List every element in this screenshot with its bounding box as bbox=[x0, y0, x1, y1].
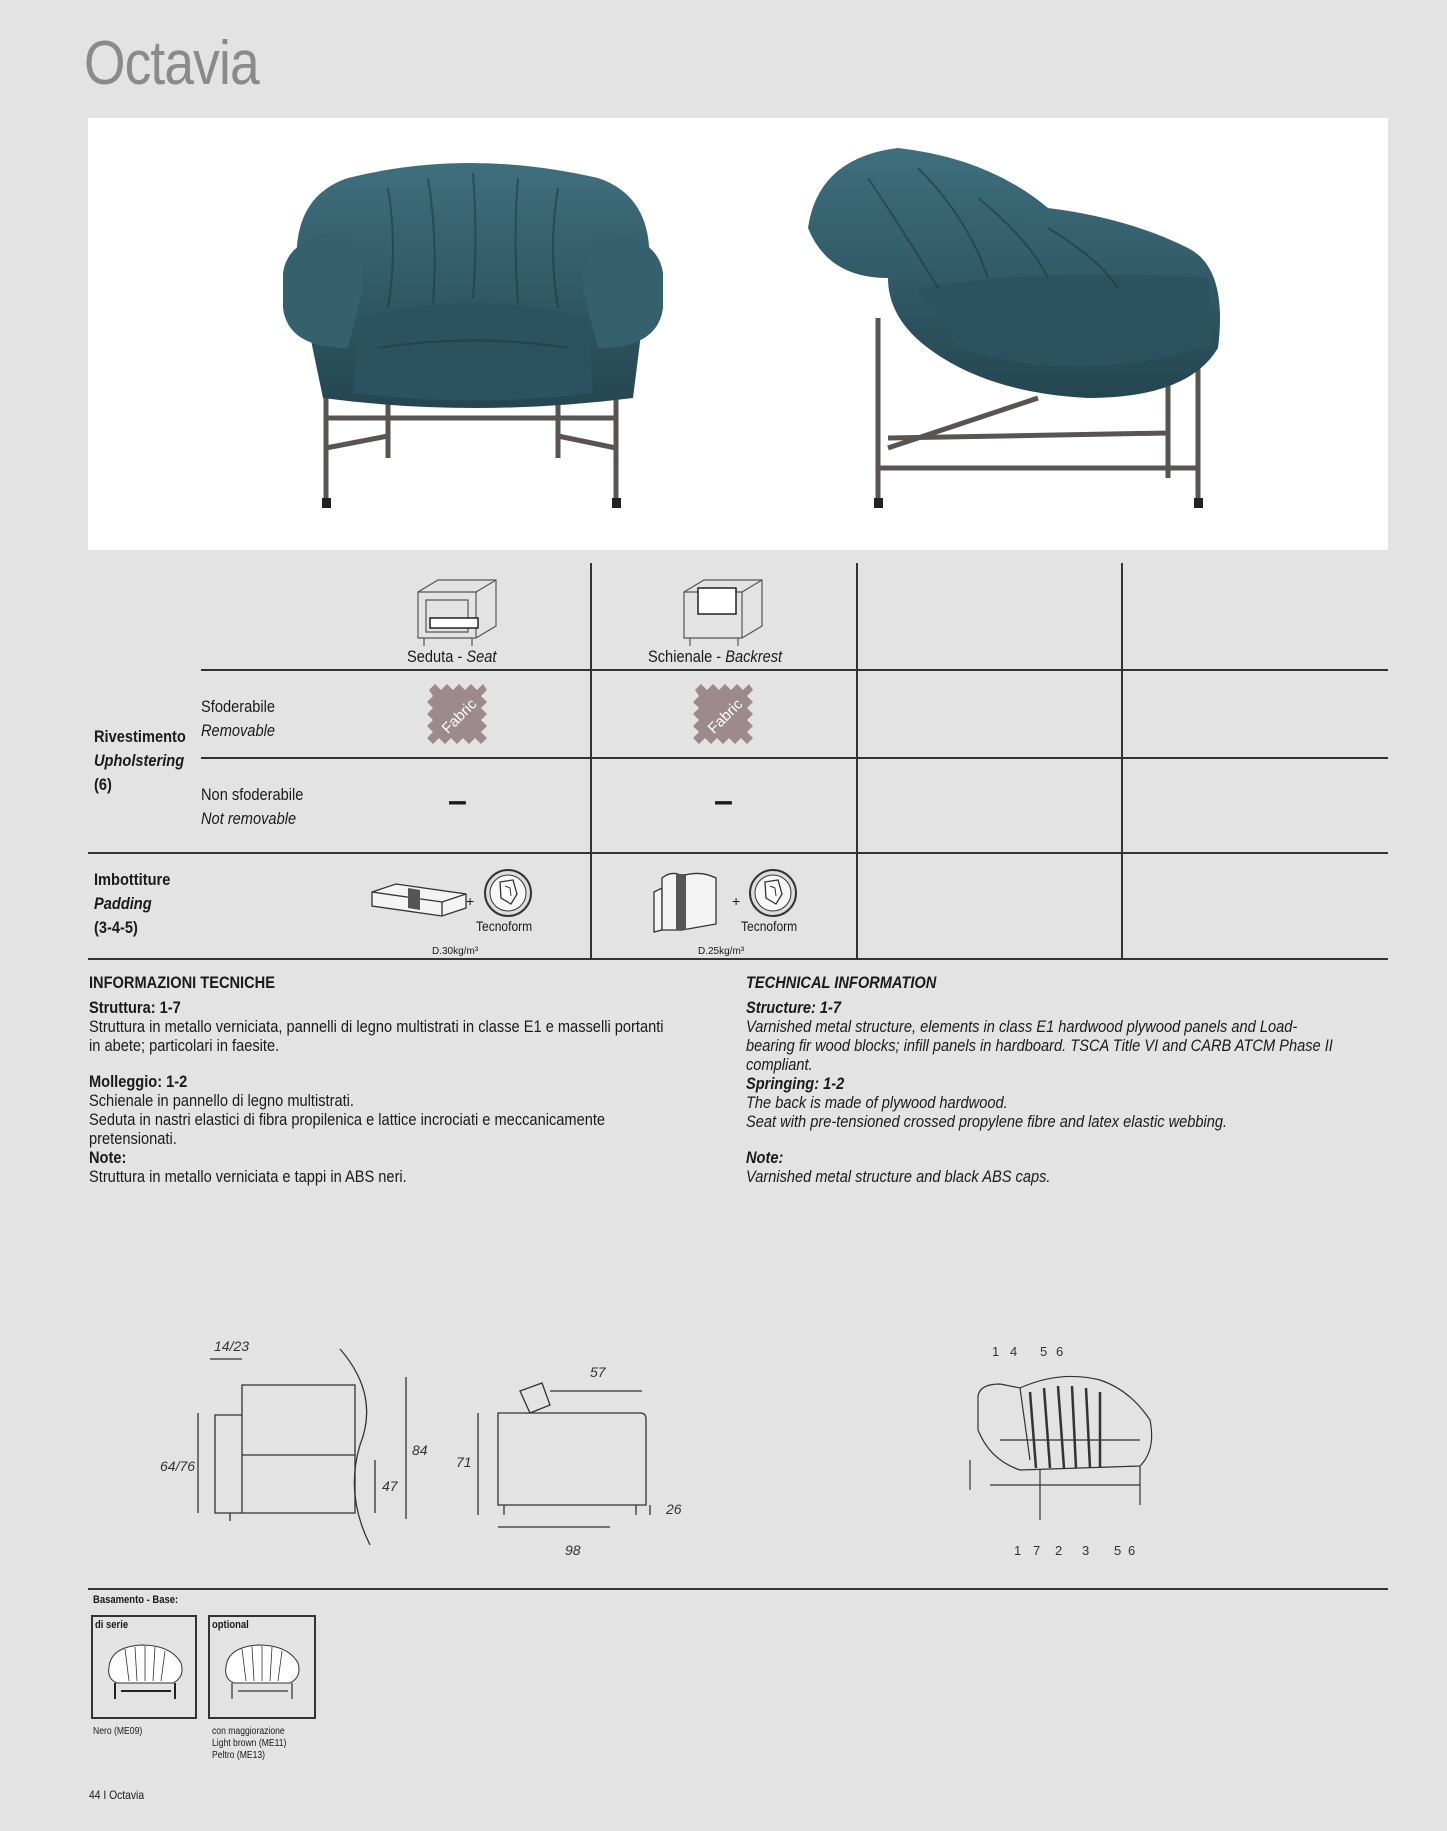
part-number: 4 bbox=[1010, 1344, 1018, 1359]
exploded-view-diagram bbox=[960, 1340, 1170, 1555]
base-optional-box bbox=[208, 1615, 316, 1719]
tech-heading-en: TECHNICAL INFORMATION bbox=[746, 973, 937, 992]
part-number: 3 bbox=[1082, 1543, 1090, 1555]
density-backrest: D.25kg/m³ bbox=[698, 946, 745, 957]
backrest-diagram-icon bbox=[674, 574, 774, 650]
dim-arm-height: 64/76 bbox=[160, 1458, 196, 1474]
dim-seat-height: 47 bbox=[382, 1478, 398, 1494]
base-optional-finishes: con maggiorazione Light brown (ME11) Peltro (ME13) bbox=[212, 1726, 287, 1761]
armchair-photos bbox=[88, 118, 1388, 550]
tecnoform-label: Tecnoform bbox=[741, 918, 798, 934]
table-divider bbox=[88, 958, 1388, 960]
part-number: 7 bbox=[1033, 1543, 1041, 1555]
base-divider bbox=[88, 1588, 1388, 1590]
upholstery-label: Rivestimento Upholstering (6) bbox=[94, 727, 186, 794]
base-standard-box bbox=[91, 1615, 197, 1719]
dim-side-height: 71 bbox=[456, 1454, 472, 1470]
armchair-outline-icon bbox=[218, 1637, 306, 1707]
armchair-side-view bbox=[808, 148, 1220, 508]
table-divider bbox=[856, 563, 858, 960]
fabric-label: Fabric bbox=[438, 695, 481, 738]
dim-leg: 26 bbox=[666, 1501, 682, 1517]
dim-total-height: 84 bbox=[412, 1442, 428, 1458]
base-standard-finish: Nero (ME09) bbox=[93, 1726, 143, 1737]
part-number: 1 bbox=[992, 1344, 1000, 1359]
tech-info-italian: INFORMAZIONI TECNICHE Struttura: 1-7 Struttura in metallo verniciata, pannelli di legno multistrati in classe E1 e masselli portanti in abete; particolari in faesite. Molleggio: 1-2 Schienale in pannello di legno multistrati. Seduta in nastri elastici di fibra propilenica e lattice incrociati e meccanicamente pretensionati. Note: Struttura in metallo verniciata e tappi in ABS neri. bbox=[89, 973, 664, 1186]
page-footer: 44 I Octavia bbox=[89, 1788, 145, 1802]
tecnoform-icon bbox=[483, 868, 533, 918]
removable-label: Sfoderabile Removable bbox=[201, 697, 275, 740]
dim-seat-depth: 57 bbox=[590, 1364, 606, 1380]
fabric-swatch-seat bbox=[425, 682, 489, 746]
product-photo-panel bbox=[88, 118, 1388, 550]
foam-block-seat-icon bbox=[370, 880, 468, 920]
part-number: 5 bbox=[1040, 1344, 1048, 1359]
dim-depth: 98 bbox=[565, 1542, 581, 1558]
base-heading: Basamento - Base: bbox=[93, 1594, 179, 1606]
page-title: Octavia bbox=[84, 29, 259, 98]
fabric-swatch-backrest bbox=[691, 682, 755, 746]
foam-block-backrest-icon bbox=[652, 868, 720, 934]
seat-diagram-icon bbox=[408, 574, 508, 650]
base-optional-label: optional bbox=[212, 1619, 249, 1631]
table-divider bbox=[201, 757, 1388, 759]
armchair-front-view bbox=[283, 163, 663, 508]
density-seat: D.30kg/m³ bbox=[432, 946, 479, 957]
tech-heading-it: INFORMAZIONI TECNICHE bbox=[89, 973, 276, 992]
padding-label: Imbottiture Padding (3-4-5) bbox=[94, 870, 171, 937]
base-standard-label: di serie bbox=[95, 1619, 129, 1631]
dim-arm: 14/23 bbox=[214, 1338, 250, 1354]
not-removable-label: Non sfoderabile Not removable bbox=[201, 785, 304, 828]
table-divider bbox=[590, 563, 592, 960]
part-number: 5 bbox=[1114, 1543, 1122, 1555]
column-header-seat: Seduta - Seat bbox=[407, 647, 497, 666]
dimension-drawings bbox=[150, 1335, 710, 1575]
not-available-seat: – bbox=[448, 782, 467, 820]
table-divider bbox=[1121, 563, 1123, 960]
table-divider bbox=[88, 852, 1388, 854]
tecnoform-label: Tecnoform bbox=[476, 918, 533, 934]
tech-info-english: TECHNICAL INFORMATION Structure: 1-7 Varnished metal structure, elements in class E1 hardwood plywood panels and Load- bearing fir wood blocks; infill panels in hardboard. TSCA Title VI and CARB ATCM Phase II compliant. Springing: 1-2 The back is made of plywood hardwood. Seat with pre-tensioned crossed propylene fibre and latex elastic webbing. Note: Varnished metal structure and black ABS caps. bbox=[746, 973, 1333, 1186]
tecnoform-icon bbox=[748, 868, 798, 918]
table-divider bbox=[201, 669, 1388, 671]
part-number: 1 bbox=[1014, 1543, 1022, 1555]
part-number: 6 bbox=[1056, 1344, 1064, 1359]
column-header-backrest: Schienale - Backrest bbox=[648, 647, 783, 666]
part-number: 2 bbox=[1055, 1543, 1063, 1555]
armchair-outline-icon bbox=[101, 1637, 189, 1707]
fabric-label: Fabric bbox=[704, 695, 747, 738]
not-available-backrest: – bbox=[714, 782, 733, 820]
plus-sign: + bbox=[466, 893, 475, 909]
part-number: 6 bbox=[1128, 1543, 1136, 1555]
plus-sign: + bbox=[732, 893, 741, 909]
